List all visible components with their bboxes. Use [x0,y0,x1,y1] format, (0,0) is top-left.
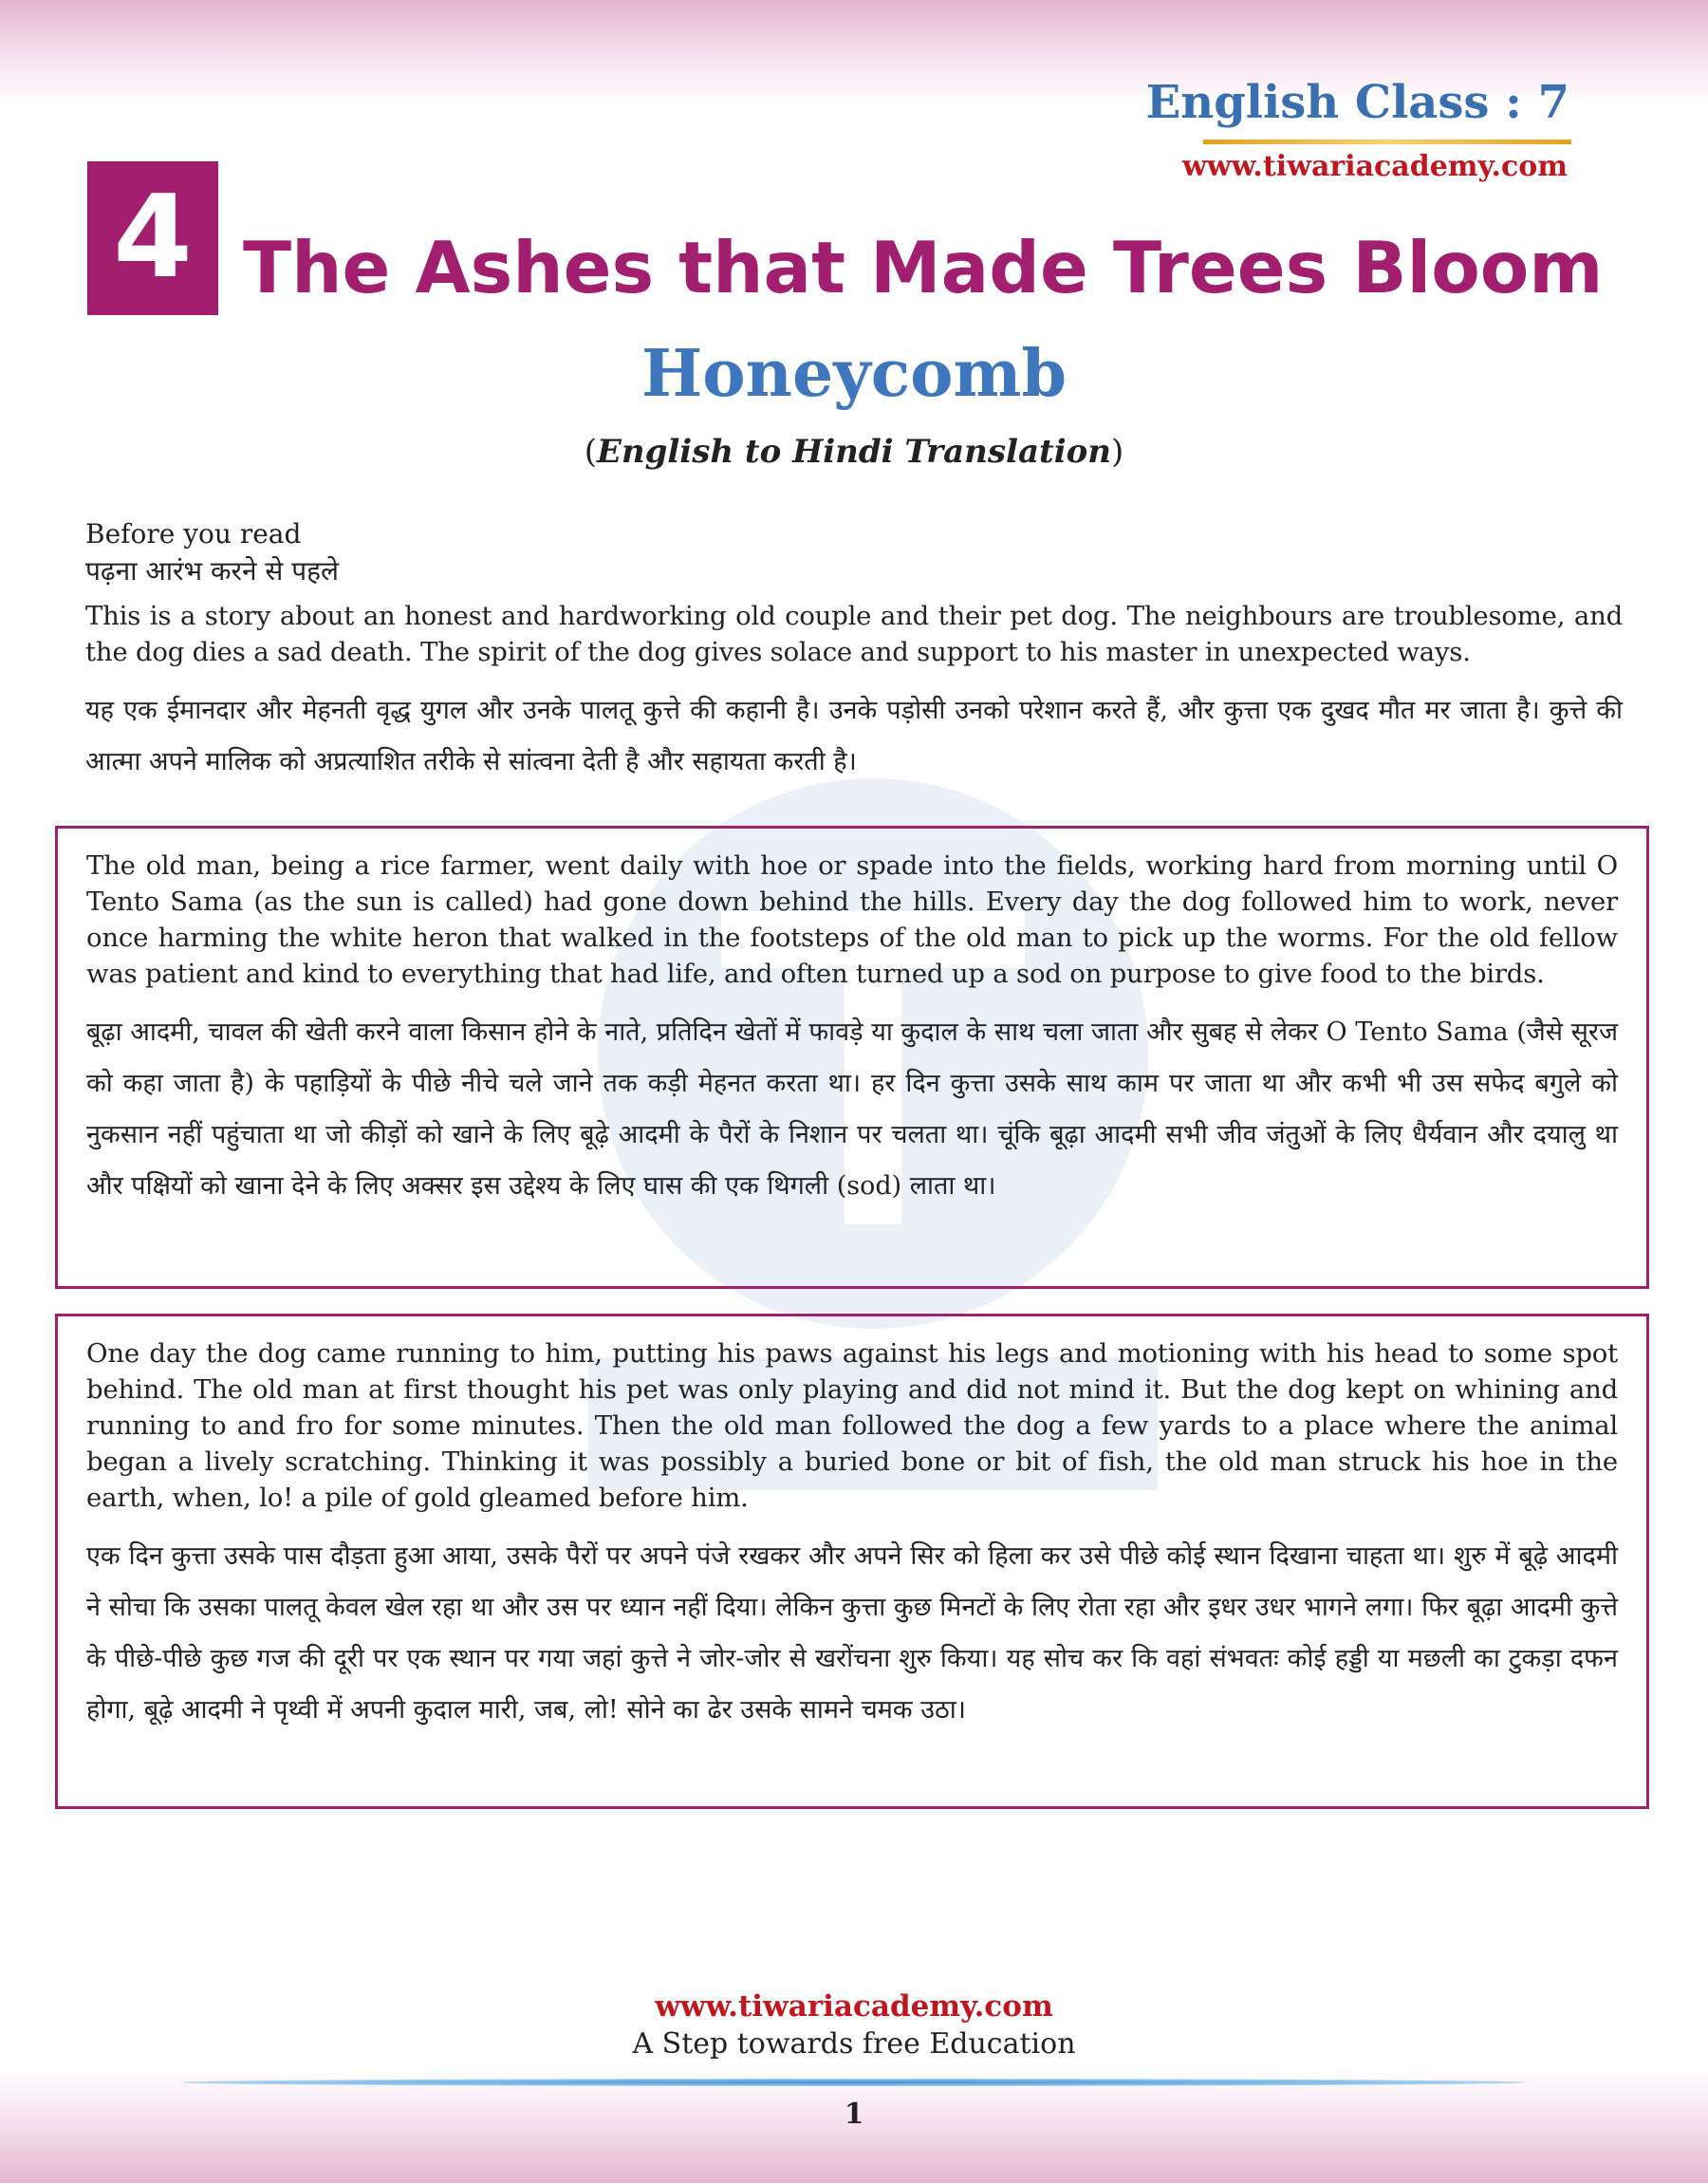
intro-text-en: This is a story about an honest and hardworking old couple and their pet dog. The neighbours are troublesome, and the dog dies a sad death. The spirit of the dog gives solace and support to his master in unexpected ways. [85,601,1623,667]
paragraph-en: One day the dog came running to him, putting his paws against his legs and motioning with his head to some spot behind. The old man at first thought his pet was only playing and did not mind it. But the dog kept on whining and running to and fro for some minutes. Then the old man followed the dog a few yards to a place where the animal began a lively scratching. Thinking it was possibly a buried bone or bit of fish, the old man struck his hoe in the earth, when, lo! a pile of gold gleamed before him. [86,1338,1618,1513]
footer-site-link[interactable]: www.tiwariacademy.com [655,1989,1053,2024]
footer-divider [180,2079,1528,2086]
paragraph-hi: एक दिन कुत्ता उसके पास दौड़ता हुआ आया, उसके पैरों पर अपने पंजे रखकर और अपने सिर को हिला कर उसे पीछे कोई स्थान दिखाना चाहता था। शुरु में बूढ़े आदमी ने सोचा कि उसका पालतू केवल खेल रहा था और उस पर ध्यान नहीं दिया। लेकिन कुत्ता कुछ मिनटों के लिए रोता रहा और इधर उधर भागने लगा। फिर बूढ़ा आदमी कुत्ते के पीछे-पीछे कुछ गज की दूरी पर एक स्थान पर गया जहां कुत्ते ने जोर-जोर से खरोंचना शुरु किया। यह सोच कर कि वहां संभवतः कोई हड्डी या मछली का टुकड़ा दफन होगा, बूढ़े आदमी ने पृथ्वी में अपनी कुदाल मारी, जब, लो! सोने का ढेर उसके सामने चमक उठा। [86,1541,1618,1725]
paragraph-box [55,1314,1649,1809]
intro-text-hi: यह एक ईमानदार और मेहनती वृद्ध युगल और उनके पालतू कुत्ते की कहानी है। उनके पड़ोसी उनको परेशान करते हैं, और कुत्ता एक दुखद मौत मर जाता है। कुत्ते की आत्मा अपने मालिक को अप्रत्याशित तरीके से सांत्वना देती है और सहायता करती है। [85,696,1623,776]
intro-heading-hi: पढ़ना आरंभ करने से पहले [85,555,339,587]
class-underline [1203,140,1571,144]
paragraph-en: The old man, being a rice farmer, went daily with hoe or spade into the fields, working hard from morning until O Tento Sama (as the sun is called) had gone down behind the hills. Every day the dog followed him to work, never once harming the white heron that walked in the footsteps of the old man to pick up the worms. For the old fellow was patient and kind to everything that had life, and often turned up a sod on purpose to give food to the birds. [86,850,1618,989]
subtitle-text: English to Hindi Translation [596,433,1112,471]
paragraph-box [55,826,1649,1289]
footer-tagline: A Step towards free Education [632,2027,1076,2061]
subtitle-close-paren: ) [1111,433,1124,471]
chapter-title: The Ashes that Made Trees Bloom [243,226,1604,309]
book-title: Honeycomb [640,336,1068,412]
class-label: English Class : 7 [1145,76,1569,129]
subtitle-open-paren: ( [584,433,597,471]
subtitle [0,433,1708,471]
header-site-link[interactable]: www.tiwariacademy.com [1181,150,1568,183]
paragraph-hi: बूढ़ा आदमी, चावल की खेती करने वाला किसान होने के नाते, प्रतिदिन खेतों में फावड़े या कुदाल के साथ चला जाता और सुबह से लेकर O Tento Sama (जैसे सूरज को कहा जाता है) के पहाड़ियों के पीछे नीचे चले जाने तक कड़ी मेहनत करता था। हर दिन कुत्ता उसके साथ काम पर जाता था और कभी भी उस सफेद बगुले को नुकसान नहीं पहुंचाता था जो कीड़ों को खाने के लिए बूढ़े आदमी के पैरों के निशान पर चलता था। चूंकि बूढ़ा आदमी सभी जीव जंतुओं के लिए धैर्यवान और दयालु था और पक्षियों को खाना देने के लिए अक्सर इस उद्देश्य के लिए घास की एक थिगली (sod) लाता था। [86,1017,1618,1201]
page-number: 1 [844,2098,864,2131]
intro-section [85,516,1623,788]
intro-heading-en: Before you read [85,518,302,550]
chapter-number: 4 [87,161,218,315]
